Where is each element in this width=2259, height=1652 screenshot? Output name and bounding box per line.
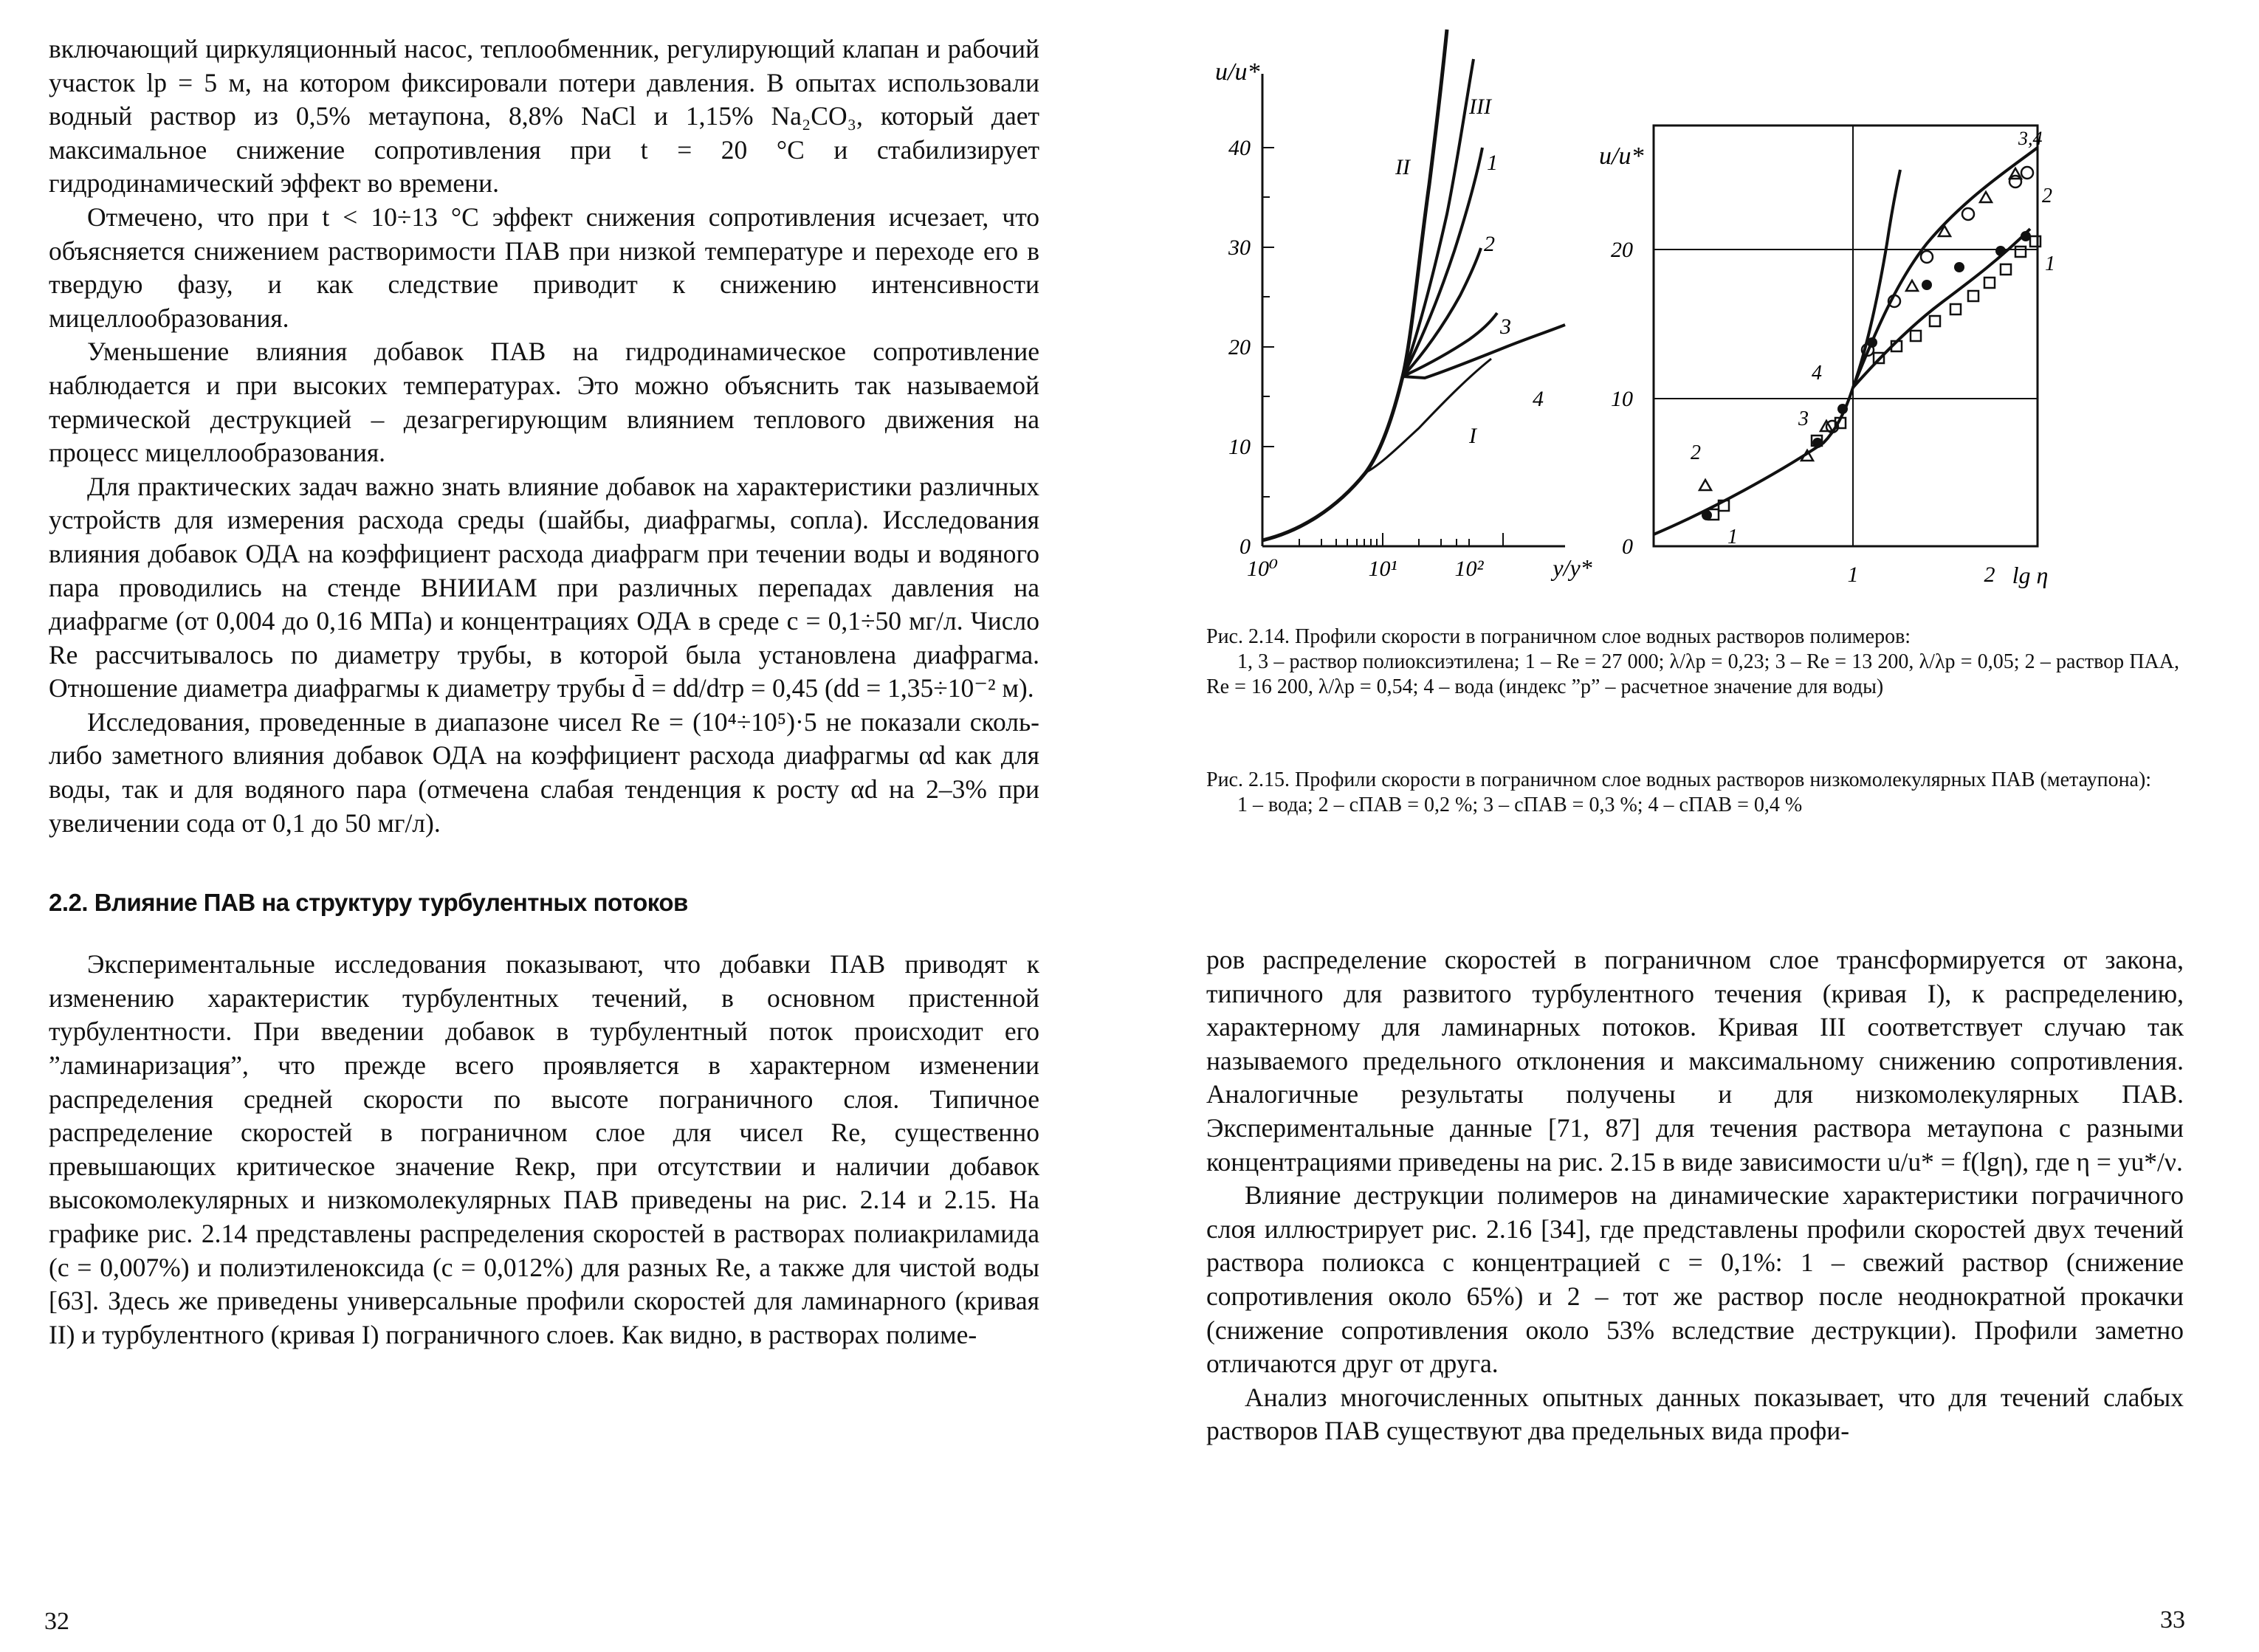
y-axis-label: u/u* (1599, 142, 1644, 170)
curve-II (1262, 30, 1447, 540)
curve-4-water (1403, 325, 1565, 378)
paragraph: включающий циркуляционный насос, теплообменник, регулирующий клапан и рабочий участок lр = 5 м, на котором фиксировали потери давления. В опытах использовали водный раствор из 0,5% метаупона, 8,8% NaCl и 1,15% Na₂CO₃, который дает максимальное снижение сопротивления при t = 20 °С и стабилизирует гидродинамический эффект во времени. (49, 34, 1039, 199)
x-tick-label: 2 (1984, 562, 1995, 587)
curve-label: 1 (1487, 151, 1498, 175)
paragraph: Отмечено, что при t < 10÷13 °С эффект снижения сопротивления исчезает, что объясняется снижением растворимости ПАВ при низкой температуре и переходе его в твердую фазу, и как следствие приводит к снижению интенсивности мицеллообразования. (49, 202, 1039, 333)
left-text-column (49, 32, 1039, 1352)
figure-caption (1206, 624, 2179, 700)
curve-label: I (1469, 424, 1476, 448)
curve-label: 2 (1691, 441, 1701, 464)
caption-title: Рис. 2.14. Профили скорости в пограничном слое водных растворов полимеров: (1206, 625, 1911, 648)
figure-caption (1206, 768, 2179, 818)
markers-squares (1708, 236, 2040, 520)
curve-label: 3 (1798, 407, 1809, 430)
curve-label: 4 (1812, 362, 1822, 385)
y-tick-label: 0 (1239, 534, 1251, 559)
y-tick-label: 10 (1228, 435, 1251, 459)
right-page (1130, 0, 2259, 1652)
paragraph: Для практических задач важно знать влияние добавок на характеристики различных устройств для измерения расхода среды (шайбы, диафрагмы, сопла). Исследования влияния добавок ОДА на коэффициент расхода диафрагм при течении воды и водяного пара проводились на стенде ВНИИАМ при различных перепадах давления на диафрагме (от 0,004 до 0,16 МПа) и концентрациях ОДА в среде c = 0,1÷50 мг/л. Число Re рассчитывалось по диаметру трубы, в которой была установлена диафрагма. Отношение диаметра диафрагмы к диаметру трубы d̄ = dd/dтр = 0,45 (dd = 1,35÷10⁻² м). (49, 471, 1039, 703)
page-number: 32 (44, 1608, 69, 1635)
curve-label: 2 (2042, 185, 2052, 207)
page-number: 33 (2160, 1606, 2185, 1634)
curve-steep (1853, 170, 1900, 388)
curve-water-lower (1654, 388, 1853, 534)
curve-label: 2 (1484, 232, 1495, 256)
curve-label: 1 (2045, 252, 2055, 275)
plot-frame (1654, 125, 2038, 546)
caption-body: 1 – вода; 2 – cПАВ = 0,2 %; 3 – cПАВ = 0,3 %; 4 – cПАВ = 0,4 % (1237, 794, 1803, 816)
paragraph: Анализ многочисленных опытных данных показывает, что для течений слабых растворов ПАВ существуют два предельных вида профи- (1206, 1382, 2184, 1446)
caption-title: Рис. 2.15. Профили скорости в пограничном слое водных растворов низкомолекулярных ПАВ (метаупона): (1206, 768, 2152, 791)
x-tick-label: 10² (1454, 557, 1484, 581)
x-axis-label: lg η (2012, 562, 2049, 588)
y-tick-label: 10 (1611, 387, 1633, 411)
section-heading: 2.2. Влияние ПАВ на структуру турбулентных потоков (49, 889, 688, 917)
figure-2-15 (1599, 111, 2089, 613)
y-tick-marks (1262, 148, 1274, 546)
y-tick-label: 20 (1611, 238, 1633, 262)
paragraph: Влияние деструкции полимеров на динамические характеристики пограчичного слоя иллюстрирует рис. 2.16 [34], где представлены профили скоростей двух течений раствора полиокса с концентрацией c = 0,1%: 1 – свежий раствор (снижение сопротивления около 65%) и 2 – тот же раствор после неоднократной прокачки (снижение сопротивления около 53% вследствие деструкции). Профили заметно отличаются друг от друга. (1206, 1180, 2184, 1379)
markers-circles (1826, 167, 2033, 433)
y-tick-label: 20 (1228, 335, 1251, 359)
curve-label: 3,4 (2018, 128, 2043, 149)
x-tick-marks (1262, 533, 1503, 546)
x-axis-label: y/y* (1553, 554, 1592, 581)
y-tick-label: 30 (1228, 235, 1251, 260)
caption-body: 1, 3 – раствор полиоксиэтилена; 1 – Re = 27 000; λ/λр = 0,23; 3 – Re = 13 200, λ/λр = 0,05; 2 – раствор ПАА, Re = 16 200, λ/λр = 0,54; 4 – вода (индекс ”р” – расчетное значение для воды) (1206, 650, 2179, 698)
figure-2-14 (1215, 30, 1624, 598)
x-tick-label: 10¹ (1368, 557, 1397, 581)
curve-label: 4 (1533, 387, 1544, 411)
y-axis-label: u/u* (1215, 58, 1260, 86)
paragraph: Исследования, проведенные в диапазоне чисел Re = (10⁴÷10⁵)·5 не показали сколь-либо заметного влияния добавок ОДА на коэффициент расхода диафрагмы αd как для воды, так и для водяного пара (отмечена слабая тенденция к росту αd на 2–3% при увеличении cода от 0,1 до 50 мг/л). (49, 706, 1039, 838)
curve-label: III (1469, 94, 1491, 119)
x-tick-label: 1 (1847, 562, 1859, 587)
y-tick-label: 0 (1622, 534, 1633, 559)
x-tick-label: 10⁰ (1246, 557, 1279, 581)
paragraph: Экспериментальные исследования показывают, что добавки ПАВ приводят к изменению характеристик турбулентных течений, в основном пристенной турбулентности. При введении добавок в турбулентный поток происходит его ”ламинаризация”, что прежде всего проявляется в характерном изменении распределения средней скорости по высоте пограничного слоя. Типичное распределение скоростей в пограничном слое для чисел Re, существенно превышающих критическое значение Reкр, при отсутствии и наличии добавок высокомолекулярных и низкомолекулярных ПАВ приведены на рис. 2.14 и 2.15. На графике рис. 2.14 представлены распределения скоростей в растворах полиакриламида (c = 0,007%) и полиэтиленоксида (c = 0,012%) для разных Re, а также для чистой воды [63]. Здесь же приведены универсальные профили скоростей для ламинарного (кривая II) и турбулентного (кривая I) пограничного слоев. Как видно, в растворах полиме- (49, 949, 1039, 1349)
paragraph: ров распределение скоростей в пограничном слое трансформируется от закона, типичного для развитого турбулентного течения (кривая I), к распределению, характерному для ламинарных потоков. Кривая III соответствует случаю так называемого предельного отклонения и максимальному снижению сопротивления. Аналогичные результаты получены и для низкомолекулярных ПАВ. Экспериментальные данные [71, 87] для течения раствора метаупона с разными концентрациями приведены на рис. 2.15 в виде зависимости u/u* = f(lgη), где η = yu*/ν. (1206, 945, 2184, 1177)
markers-dots (1702, 231, 2031, 520)
right-text-column (1206, 943, 2184, 1448)
curve-label: 1 (1727, 526, 1738, 548)
y-tick-label: 40 (1228, 136, 1251, 160)
curve-label: 3 (1500, 314, 1511, 339)
curve-label: II (1395, 155, 1410, 179)
paragraph: Уменьшение влияния добавок ПАВ на гидродинамическое сопротивление наблюдается и при высоких температурах. Это можно объяснить так называемой термической деструкцией – дезагрегирующим влиянием теплового движения на процесс мицеллообразования. (49, 337, 1039, 468)
